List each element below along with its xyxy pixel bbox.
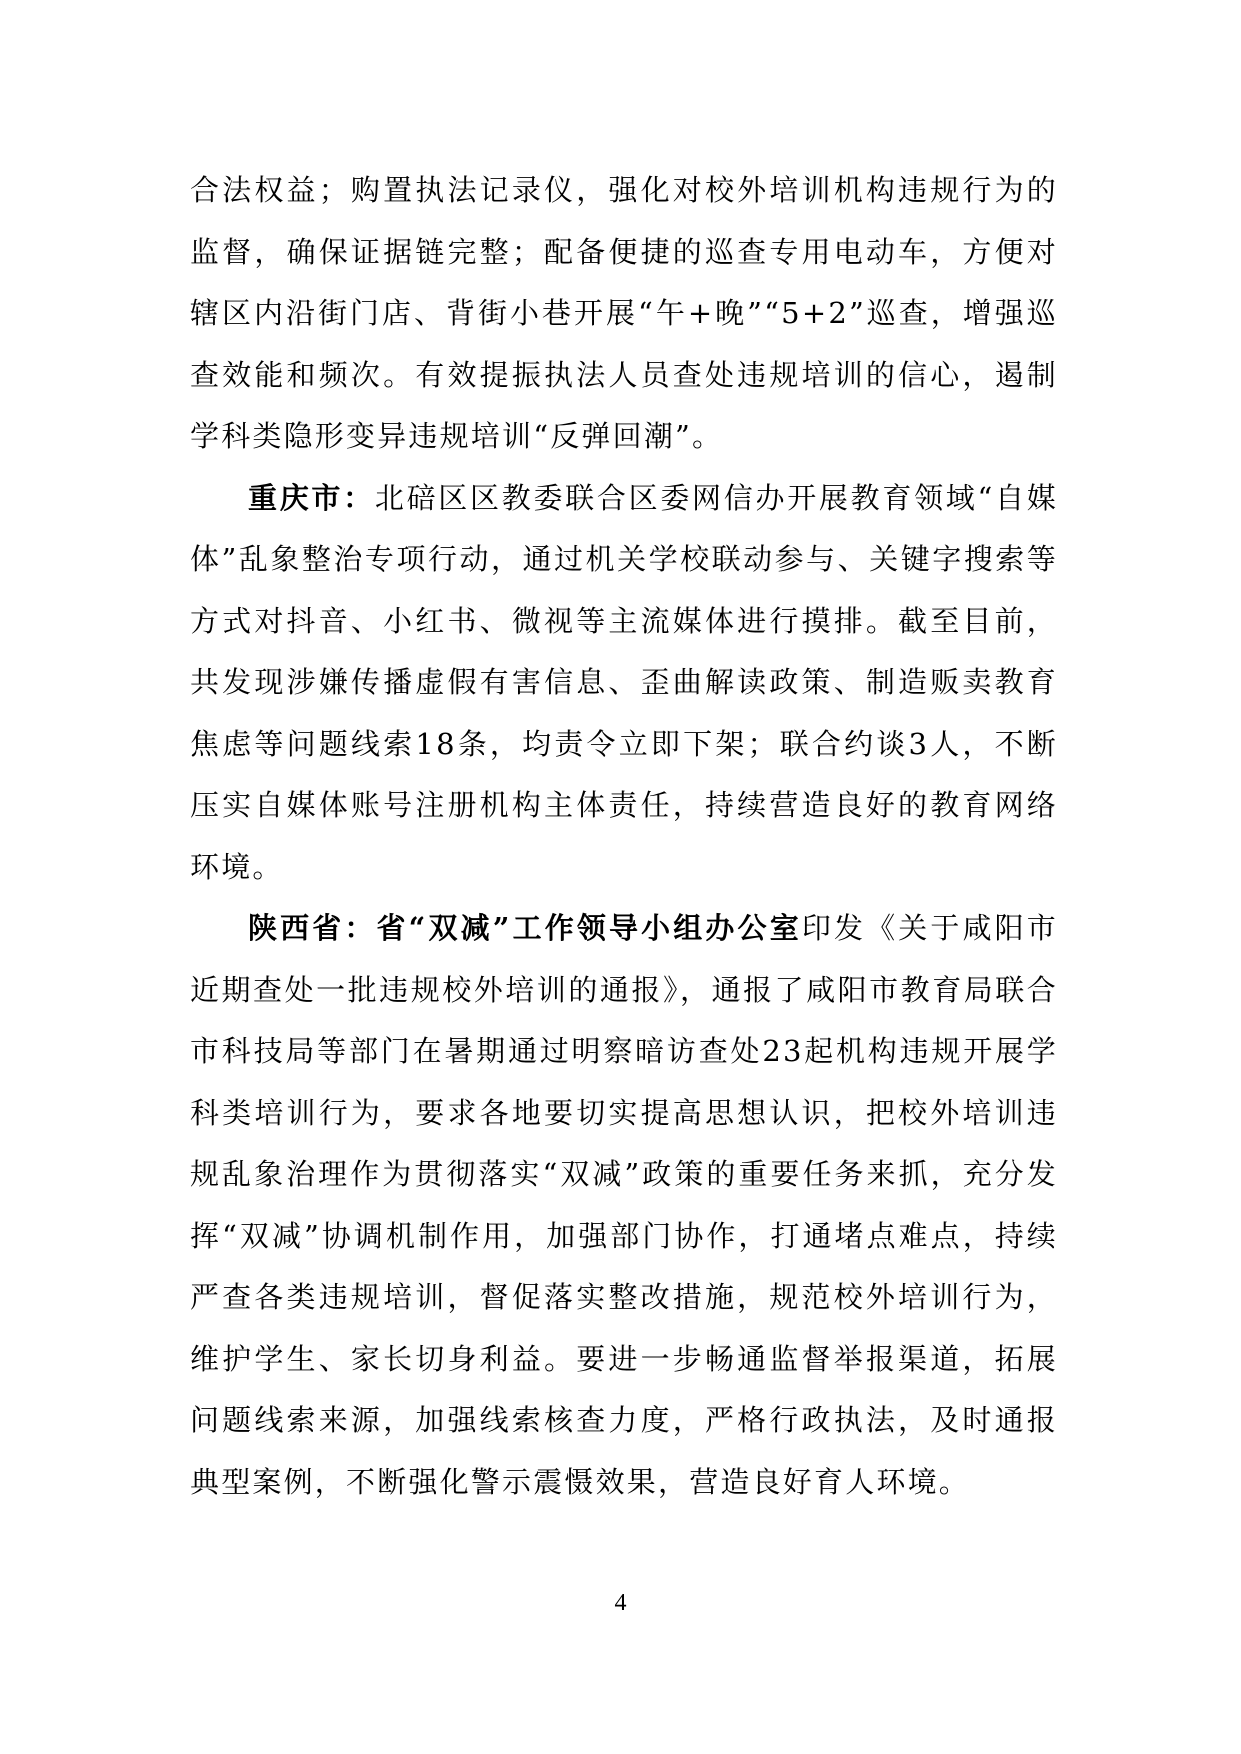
paragraph-chongqing — [190, 468, 1058, 899]
paragraph-continuation — [190, 160, 1058, 468]
paragraph-text: 印发《关于咸阳市近期查处一批违规校外培训的通报》，通报了咸阳市教育局联合市科技局等部门在暑期通过明察暗访查处23起机构违规开展学科类培训行为，要求各地要切实提高思想认识，把校外培训违规乱象治理作为贯彻落实“双减”政策的重要任务来抓，充分发挥“双减”协调机制作用，加强部门协作，打通堵点难点，持续严查各类违规培训，督促落实整改措施，规范校外培训行为，维护学生、家长切身利益。要进一步畅通监督举报渠道，拓展问题线索来源，加强线索核查力度，严格行政执法，及时通报典型案例，不断强化警示震慑效果，营造良好育人环境。 — [190, 911, 1058, 1499]
paragraph-shaanxi — [190, 898, 1058, 1513]
paragraph-lead-chongqing: 重庆市： — [248, 480, 375, 515]
paragraph-text: 北碚区区教委联合区委网信办开展教育领域“自媒体”乱象整治专项行动，通过机关学校联动参与、关键字搜索等方式对抖音、小红书、微视等主流媒体进行摸排。截至目前，共发现涉嫌传播虚假有害信息、歪曲解读政策、制造贩卖教育焦虑等问题线索18条，均责令立即下架；联合约谈3人，不断压实自媒体账号注册机构主体责任，持续营造良好的教育网络环境。 — [190, 480, 1058, 884]
document-body — [190, 160, 1058, 1513]
page-number: 4 — [614, 1590, 627, 1616]
paragraph-text: 合法权益；购置执法记录仪，强化对校外培训机构违规行为的监督，确保证据链完整；配备便捷的巡查专用电动车，方便对辖区内沿街门店、背街小巷开展“午+晚”“5+2”巡查，增强巡查效能和频次。有效提振执法人员查处违规培训的信心，遏制学科类隐形变异违规培训“反弹回潮”。 — [190, 173, 1058, 453]
paragraph-lead-shaanxi: 陕西省：省“双减”工作领导小组办公室 — [248, 911, 802, 945]
